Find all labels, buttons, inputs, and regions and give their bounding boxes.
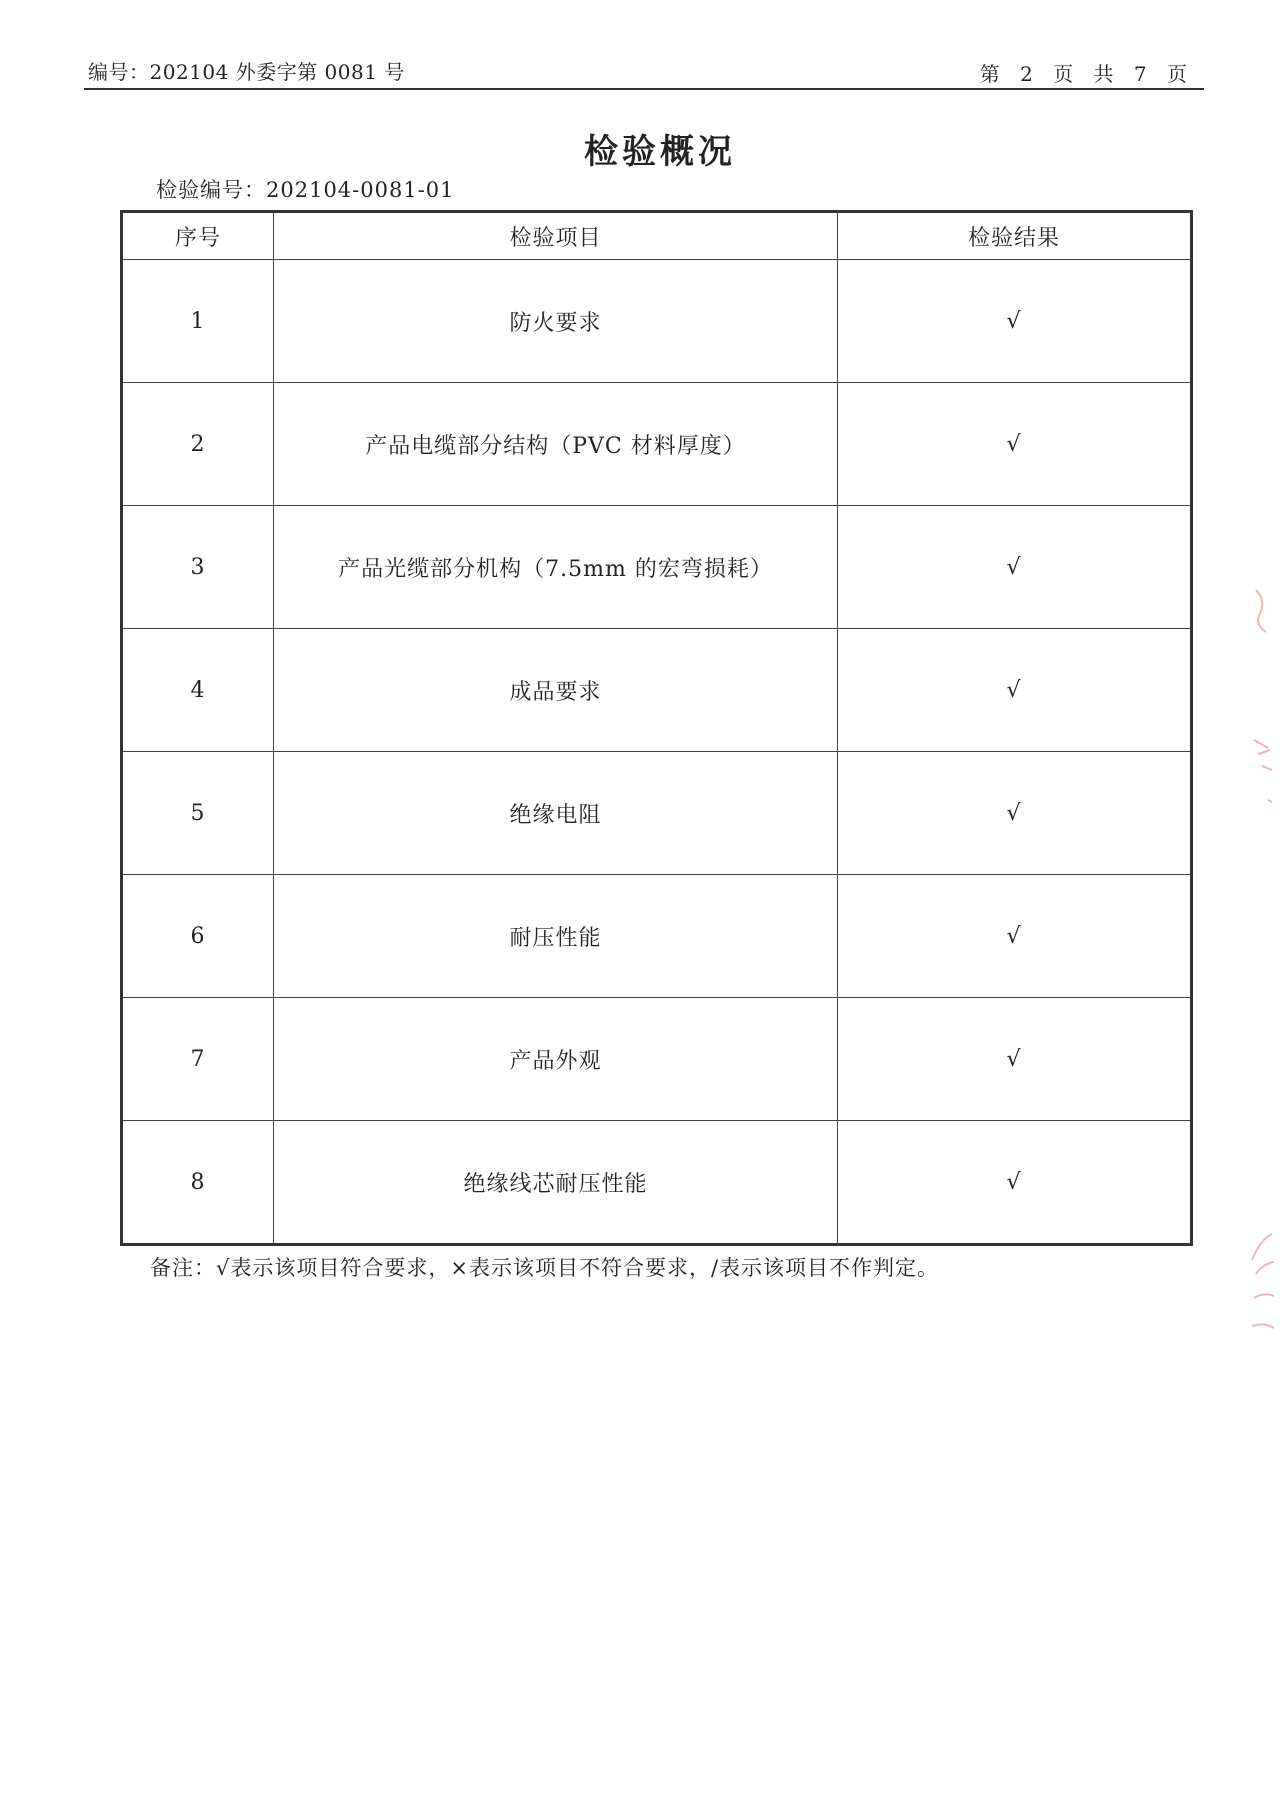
table-row xyxy=(122,1121,1192,1245)
row-item: 耐压性能 xyxy=(274,875,838,998)
row-item: 产品电缆部分结构（PVC 材料厚度） xyxy=(274,383,838,506)
row-result-check: √ xyxy=(838,629,1192,752)
row-result-check: √ xyxy=(838,875,1192,998)
row-number: 2 xyxy=(122,383,274,506)
table-row xyxy=(122,260,1192,383)
table-row xyxy=(122,383,1192,506)
table-row xyxy=(122,875,1192,998)
table-row xyxy=(122,506,1192,629)
row-item: 产品光缆部分机构（7.5mm 的宏弯损耗） xyxy=(274,506,838,629)
row-item: 防火要求 xyxy=(274,260,838,383)
page-number: 第 2 页 共 7 页 xyxy=(979,62,1194,86)
table-row xyxy=(122,752,1192,875)
row-result-check: √ xyxy=(838,998,1192,1121)
row-result-check: √ xyxy=(838,752,1192,875)
row-number: 5 xyxy=(122,752,274,875)
row-number: 4 xyxy=(122,629,274,752)
row-number: 7 xyxy=(122,998,274,1121)
row-item: 绝缘电阻 xyxy=(274,752,838,875)
header-serial-number: 序号 xyxy=(122,212,274,260)
row-result-check: √ xyxy=(838,1121,1192,1245)
seal-stamp-fragment xyxy=(1248,570,1280,1330)
page-title: 检验概况 xyxy=(584,132,736,172)
report-number: 编号：202104 外委字第 0081 号 xyxy=(88,60,405,84)
table-row xyxy=(122,629,1192,752)
row-item: 成品要求 xyxy=(274,629,838,752)
header-inspection-item: 检验项目 xyxy=(274,212,838,260)
row-item: 绝缘线芯耐压性能 xyxy=(274,1121,838,1245)
table-row xyxy=(122,998,1192,1121)
inspection-summary-table xyxy=(120,210,1193,1246)
row-number: 3 xyxy=(122,506,274,629)
row-number: 8 xyxy=(122,1121,274,1245)
header-inspection-result: 检验结果 xyxy=(838,212,1192,260)
row-number: 1 xyxy=(122,260,274,383)
inspection-number: 检验编号：202104-0081-01 xyxy=(156,178,455,202)
row-result-check: √ xyxy=(838,260,1192,383)
row-item: 产品外观 xyxy=(274,998,838,1121)
row-result-check: √ xyxy=(838,383,1192,506)
remark-note: 备注：√表示该项目符合要求，×表示该项目不符合要求，/表示该项目不作判定。 xyxy=(150,1256,940,1280)
page-header xyxy=(84,50,1204,90)
row-result-check: √ xyxy=(838,506,1192,629)
table-header-row xyxy=(122,212,1192,260)
row-number: 6 xyxy=(122,875,274,998)
